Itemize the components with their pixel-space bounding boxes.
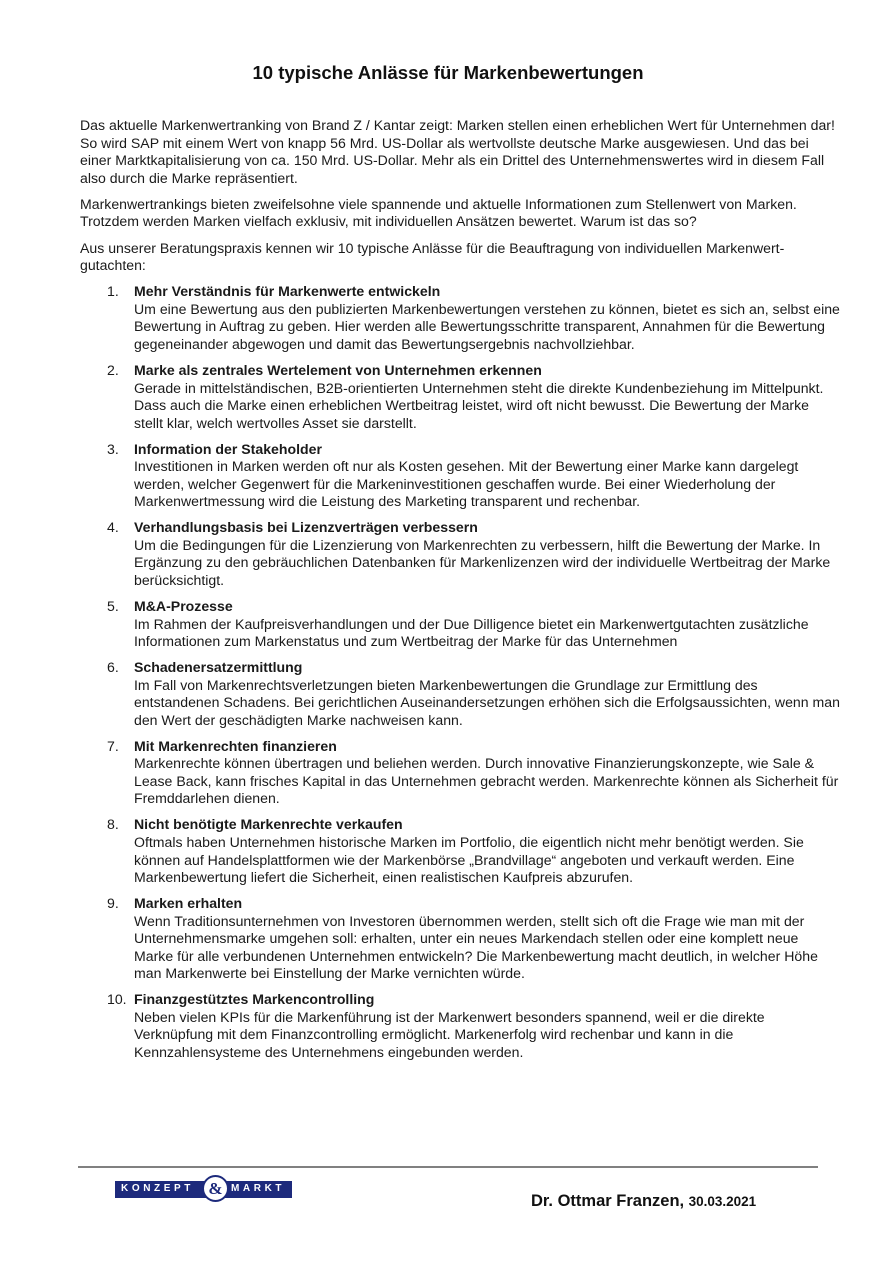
item-heading: Marke als zentrales Wertelement von Unternehmen erkennen [134, 361, 542, 378]
item-number: 9. [107, 895, 119, 912]
item-heading: M&A-Prozesse [134, 597, 233, 614]
item-number: 5. [107, 597, 119, 614]
list-item [80, 991, 840, 1061]
item-number: 6. [107, 659, 119, 676]
list-item [80, 519, 840, 589]
item-heading: Nicht benötigte Markenrechte verkaufen [134, 816, 403, 833]
item-text: Markenrechte können übertragen und beliehen werden. Durch innovative Finanzierungskonzepte, wie Sale & Lease Back, kann frisches Kapital in das Unternehmen gebracht werden. Markenrechte können als Sicherheit für Fremddarlehen dienen. [134, 755, 839, 807]
list-item [80, 816, 840, 886]
item-number: 2. [107, 361, 119, 378]
item-text: Neben vielen KPIs für die Markenführung ist der Markenwert besonders spannend, weil er die direkte Verknüpfung mit dem Finanzcontrolling ermöglicht. Markenerfolg wird rechenbar und kann in die Kennzahlensysteme des Unternehmens eingebunden werden. [134, 1008, 765, 1061]
item-text: Um eine Bewertung aus den publizierten Markenbewertungen verstehen zu können, bietet es sich an, selbst eine Bewertung in Auftrag zu geben. Hier werden alle Bewertungsschritte transparent, Annahmen für die Bewertung gegeneinander abgewogen und damit das Bewertungsergebnis nachvollziehbar. [134, 300, 840, 353]
item-number: 10. [107, 991, 127, 1008]
intro-paragraph: Aus unserer Beratungspraxis kennen wir 10 typische Anlässe für die Beauftragung von individuellen Markenwert-gutachten: [80, 239, 785, 274]
document-title: 10 typische Anlässe für Markenbewertungen [252, 62, 644, 83]
document-date: 30.03.2021 [688, 1194, 757, 1209]
item-number: 4. [107, 519, 119, 536]
konzept-markt-logo [115, 1181, 292, 1198]
author-name: Dr. Ottmar Franzen, [531, 1192, 685, 1210]
list-item [80, 895, 840, 983]
list-item [80, 738, 840, 808]
item-heading: Schadenersatzermittlung [134, 659, 303, 676]
item-heading: Verhandlungsbasis bei Lizenzverträgen verbessern [134, 519, 478, 536]
intro-paragraph: Das aktuelle Markenwertranking von Brand Z / Kantar zeigt: Marken stellen einen erheblichen Wert für Unternehmen dar! So wird SAP mit einem Wert von knapp 56 Mrd. US-Dollar als wertvollste deutsche Marke ausgewiesen. Und das bei einer Marktkapitalisierung von ca. 150 Mrd. US-Dollar. Mehr als ein Drittel des Unternehmenswertes wird in diesem Fall also durch die Marke repräsentiert. [80, 117, 835, 186]
footer-divider [78, 1166, 818, 1168]
item-heading: Finanzgestütztes Markencontrolling [134, 991, 375, 1008]
list-item [80, 283, 840, 353]
ampersand-logo-icon: & [202, 1175, 229, 1202]
list-item [80, 441, 840, 511]
item-text: Wenn Traditionsunternehmen von Investoren übernommen werden, stellt sich oft die Frage wie man mit der Unternehmensmarke umgehen soll: erhalten, unter ein neues Markendach stellen oder eine komplett neue Marke für alle verbundenen Unternehmen entwickeln? Die Markenbewertung macht deutlich, in welcher Höhe man Markenwerte bei Einstellung der Marke vernichten würde. [134, 912, 818, 982]
item-text: Oftmals haben Unternehmen historische Marken im Portfolio, die eigentlich nicht mehr benötigt werden. Sie können auf Handelsplattformen wie der Markenbörse „Brandvillage“ angeboten und verkauft werden. Eine Markenbewertung liefert die Sicherheit, einen realistischen Kaufpreis abzurufen. [134, 833, 804, 886]
logo-word-left: KONZEPT [121, 1183, 194, 1194]
author-signature [531, 1192, 756, 1211]
item-number: 8. [107, 816, 119, 833]
item-number: 1. [107, 283, 119, 300]
document-body [80, 117, 840, 1070]
item-text: Im Rahmen der Kaufpreisverhandlungen und der Due Dilligence bietet ein Markenwertgutachten zusätzliche Informationen zum Markenstatus und zum Wertbeitrag der Marke für das Unternehmen [134, 615, 809, 650]
item-heading: Information der Stakeholder [134, 440, 322, 457]
list-item [80, 659, 840, 729]
item-heading: Mehr Verständnis für Markenwerte entwickeln [134, 283, 441, 300]
item-number: 7. [107, 737, 119, 754]
logo-word-right: MARKT [231, 1183, 286, 1194]
item-number: 3. [107, 440, 119, 457]
item-text: Um die Bedingungen für die Lizenzierung von Markenrechten zu verbessern, hilft die Bewertung der Marke. In Ergänzung zu den gebräuchlichen Datenbanken für Markenlizenzen wird der individuelle Wertbeitrag der Marke berücksichtigt. [134, 536, 831, 589]
intro-paragraph: Markenwertrankings bieten zweifelsohne viele spannende und aktuelle Informationen zum Stellenwert von Marken. Trotzdem werden Marken vielfach exklusiv, mit individuellen Ansätzen bewertet. Warum ist das so? [80, 195, 797, 230]
item-text: Investitionen in Marken werden oft nur als Kosten gesehen. Mit der Bewertung einer Marke kann dargelegt werden, welcher Gegenwert für die Markeninvestitionen geschaffen wurde. Bei einer Wiederholung der Markenwertmessung wird die Leistung des Marketing transparent und rechenbar. [134, 458, 799, 510]
item-text: Gerade in mittelständischen, B2B-orientierten Unternehmen steht die direkte Kundenbeziehung im Mittelpunkt. Dass auch die Marke einen erheblichen Wertbeitrag leistet, wird oft nicht bewusst. Die Bewertung der Marke stellt klar, welch wertvolles Asset sie darstellt. [134, 379, 824, 431]
list-item [80, 598, 840, 651]
list-item [80, 362, 840, 432]
item-text: Im Fall von Markenrechtsverletzungen bieten Markenbewertungen die Grundlage zur Ermittlung des entstandenen Schadens. Bei gerichtlichen Auseinandersetzungen erhöhen sich die Erfolgsaussichten, wenn man den Wert der geschädigten Marke nachweisen kann. [134, 676, 840, 728]
reasons-list [80, 283, 840, 1061]
item-heading: Marken erhalten [134, 895, 243, 912]
item-heading: Mit Markenrechten finanzieren [134, 737, 337, 754]
